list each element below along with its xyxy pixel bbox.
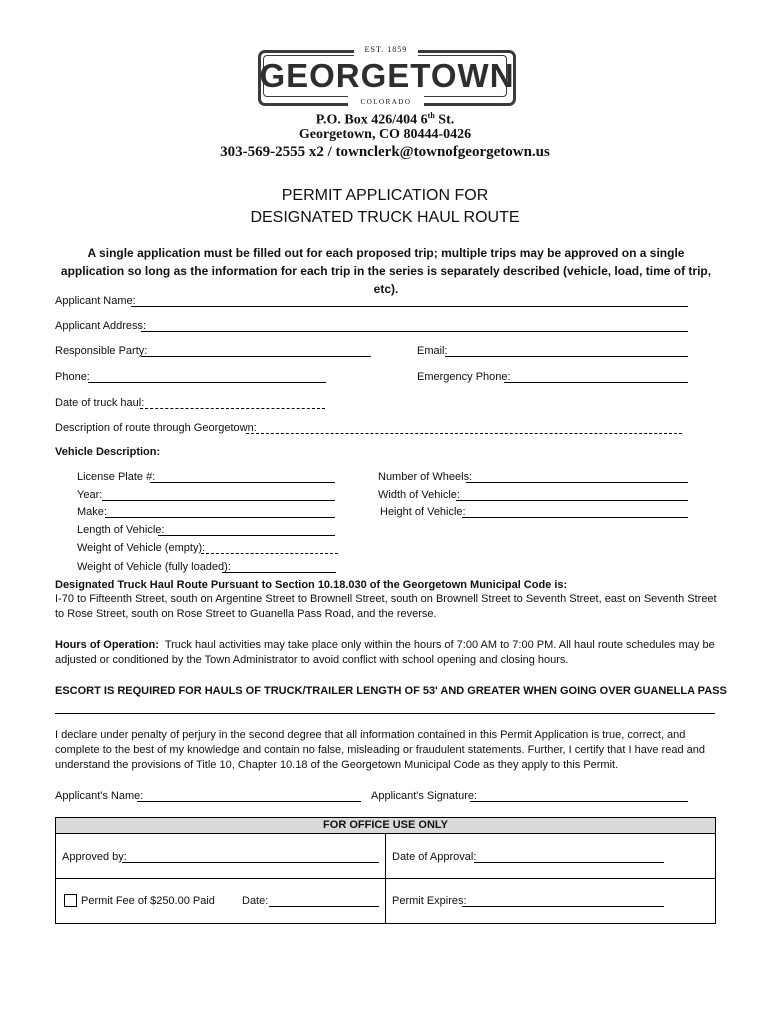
applicant-name-label: Applicant Name: xyxy=(55,295,136,307)
office-use-box xyxy=(55,817,716,924)
responsible-party-field[interactable] xyxy=(141,356,371,357)
weight-loaded-label: Weight of Vehicle (fully loaded): xyxy=(77,561,231,573)
applicant-signature-field[interactable] xyxy=(470,801,688,802)
permit-expires-field[interactable] xyxy=(462,906,664,907)
date-of-approval-label: Date of Approval: xyxy=(392,851,477,863)
hours-label: Hours of Operation: xyxy=(55,639,159,651)
route-description-field[interactable] xyxy=(246,433,682,434)
hours-text: Truck haul activities may take place only within the hours of 7:00 AM to 7:00 PM. All haul route schedules may be adjusted or conditioned by the Town Administrator to avoid conflict with school opening and closing hours. xyxy=(55,639,715,666)
weight-empty-label: Weight of Vehicle (empty): xyxy=(77,542,206,554)
form-title-line-1: PERMIT APPLICATION FOR xyxy=(281,187,489,204)
license-plate-label: License Plate #: xyxy=(77,471,156,483)
permit-fee-label: Permit Fee of $250.00 Paid xyxy=(81,895,215,907)
weight-loaded-field[interactable] xyxy=(222,572,336,573)
office-horizontal-divider xyxy=(56,878,715,879)
contact-line: 303-569-2555 x2 / townclerk@townofgeorgetown.us xyxy=(220,144,550,160)
address-line-2: Georgetown, CO 80444-0426 xyxy=(298,127,472,142)
haul-date-field[interactable] xyxy=(140,408,325,409)
num-wheels-label: Number of Wheels: xyxy=(378,471,473,483)
declaration-text: I declare under penalty of perjury in the second degree that all information contained in this Permit Application is true, correct, and complete to the best of my knowledge and contain no false, misleading or fraudulent statements. Further, I certify that I have read and understand the provisions of Title 10, Chapter 10.18 of the Georgetown Municipal Code as they apply to this Permit. xyxy=(55,729,705,771)
permit-expires-label: Permit Expires: xyxy=(392,895,467,907)
applicant-address-field[interactable] xyxy=(141,331,688,332)
approved-by-label: Approved by: xyxy=(62,851,127,863)
emergency-phone-label: Emergency Phone: xyxy=(417,371,511,383)
hours-of-operation xyxy=(55,638,717,668)
height-field[interactable] xyxy=(462,517,688,518)
width-label: Width of Vehicle: xyxy=(378,489,460,501)
make-label: Make: xyxy=(77,506,107,518)
length-label: Length of Vehicle: xyxy=(77,524,165,536)
length-field[interactable] xyxy=(158,535,335,536)
applicant-signature-label: Applicant's Signature: xyxy=(371,790,478,802)
weight-empty-field[interactable] xyxy=(201,553,338,554)
route-text: I-70 to Fifteenth Street, south on Argentine Street to Brownell Street, south on Brownell Street to Seventh Street, east on Seventh Street to Rose Street, south on Rose Street to Guanella Pass Road, and the reverse. xyxy=(55,593,717,620)
logo-state: COLORADO xyxy=(348,96,424,108)
georgetown-logo xyxy=(258,44,514,108)
fee-date-field[interactable] xyxy=(269,906,379,907)
route-heading: Designated Truck Haul Route Pursuant to Section 10.18.030 of the Georgetown Municipal Code is: xyxy=(55,579,568,591)
vehicle-description-heading: Vehicle Description: xyxy=(55,446,161,458)
intro-text: A single application must be filled out for each proposed trip; multiple trips may be approved on a single application so long as the information for each trip in the series is separately described (vehicle, load, time of trip, etc). xyxy=(60,246,712,296)
email-field[interactable] xyxy=(445,356,688,357)
responsible-party-label: Responsible Party: xyxy=(55,345,148,357)
date-of-approval-field[interactable] xyxy=(474,862,664,863)
address-line-1: P.O. Box 426/404 6th St. xyxy=(315,111,455,128)
approved-by-field[interactable] xyxy=(122,862,379,863)
route-description-label: Description of route through Georgetown: xyxy=(55,422,257,434)
phone-label: Phone: xyxy=(55,371,90,383)
section-divider xyxy=(55,713,715,714)
height-label: Height of Vehicle: xyxy=(380,506,466,518)
applicant-name-field[interactable] xyxy=(131,306,688,307)
logo-est: EST. 1859 xyxy=(354,44,418,56)
form-title-line-2: DESIGNATED TRUCK HAUL ROUTE xyxy=(250,209,520,226)
emergency-phone-field[interactable] xyxy=(504,382,688,383)
email-label: Email: xyxy=(417,345,448,357)
make-field[interactable] xyxy=(105,517,335,518)
license-plate-field[interactable] xyxy=(150,482,335,483)
applicant-address-label: Applicant Address: xyxy=(55,320,147,332)
haul-date-label: Date of truck haul: xyxy=(55,397,145,409)
width-field[interactable] xyxy=(456,500,688,501)
office-use-heading: FOR OFFICE USE ONLY xyxy=(56,818,715,834)
applicant-printed-name-field[interactable] xyxy=(137,801,361,802)
logo-wordmark: GEORGETOWN xyxy=(259,57,515,94)
escort-notice: ESCORT IS REQUIRED FOR HAULS OF TRUCK/TRAILER LENGTH OF 53' AND GREATER WHEN GOING OVER GUANELLA PASS xyxy=(55,685,727,697)
fee-date-label: Date: xyxy=(242,895,269,907)
num-wheels-field[interactable] xyxy=(466,482,688,483)
year-label: Year: xyxy=(77,489,103,501)
permit-fee-checkbox[interactable] xyxy=(64,894,77,907)
year-field[interactable] xyxy=(102,500,335,501)
applicant-printed-name-label: Applicant's Name: xyxy=(55,790,144,802)
phone-field[interactable] xyxy=(88,382,326,383)
